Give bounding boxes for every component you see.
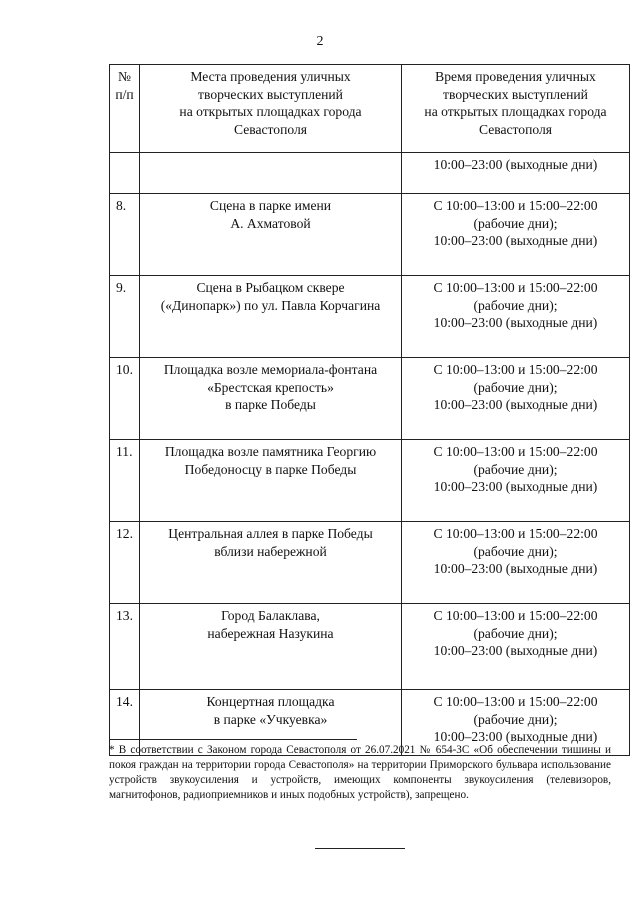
text-line: на открытых площадках города <box>179 104 362 119</box>
cell-time <box>402 522 630 604</box>
text-line: п/п <box>115 86 134 102</box>
text-line: творческих выступлений <box>443 86 588 102</box>
text-line: Город Балаклава, <box>221 608 320 623</box>
text-line: С 10:00–13:00 и 15:00–22:00 <box>433 280 598 295</box>
text-line: 10:00–23:00 (выходные дни) <box>433 315 598 330</box>
table-row-continuation <box>110 153 630 194</box>
page-number: 2 <box>316 34 324 49</box>
schedule-table <box>109 64 630 756</box>
text-line: Время проведения уличных <box>435 69 596 84</box>
text-line: Площадка возле мемориала-фонтана <box>163 362 378 377</box>
text-line: в парке Победы <box>225 397 316 412</box>
text-line: (рабочие дни); <box>473 297 558 313</box>
text-line: А. Ахматовой <box>230 215 311 231</box>
text-line: (рабочие дни); <box>473 543 558 559</box>
cell-time <box>402 276 630 358</box>
text-line: 10:00–23:00 (выходные дни) <box>433 643 598 658</box>
text-line: 10:00–23:00 (выходные дни) <box>433 157 598 172</box>
cell-place <box>140 276 402 358</box>
text-line: С 10:00–13:00 и 15:00–22:00 <box>433 198 598 213</box>
text-line: 10:00–23:00 (выходные дни) <box>433 397 598 412</box>
text-line: С 10:00–13:00 и 15:00–22:00 <box>433 362 598 377</box>
header-time <box>402 65 630 153</box>
text-line: набережная Назукина <box>207 625 334 641</box>
text-line: Площадка возле памятника Георгию <box>164 444 377 459</box>
text-line: 10:00–23:00 (выходные дни) <box>433 729 598 744</box>
cell-time <box>402 153 630 194</box>
text-line: 10:00–23:00 (выходные дни) <box>433 561 598 576</box>
text-line: 10:00–23:00 (выходные дни) <box>433 479 598 494</box>
cell-number: 13. <box>110 604 140 690</box>
header-place <box>140 65 402 153</box>
table-row <box>110 194 630 276</box>
cell-number: 8. <box>110 194 140 276</box>
text-line: Места проведения уличных <box>190 69 351 84</box>
cell-number: 9. <box>110 276 140 358</box>
text-line: С 10:00–13:00 и 15:00–22:00 <box>433 526 598 541</box>
text-line: Сцена в парке имени <box>209 198 332 213</box>
text-line: 10:00–23:00 (выходные дни) <box>433 233 598 248</box>
cell-place <box>140 440 402 522</box>
text-line: творческих выступлений <box>198 86 343 102</box>
cell-time <box>402 604 630 690</box>
table-header-row <box>110 65 630 153</box>
text-line: (рабочие дни); <box>473 625 558 641</box>
text-line: (рабочие дни); <box>473 711 558 727</box>
text-line: Севастополя <box>478 121 553 137</box>
table-row <box>110 440 630 522</box>
text-line: № <box>118 69 131 84</box>
text-line: на открытых площадках города <box>424 104 607 119</box>
cell-number <box>110 153 140 194</box>
cell-place <box>140 522 402 604</box>
footnote: * В соответствии с Законом города Севастополя от 26.07.2021 № 654-ЗС «Об обеспечении тишины и покоя граждан на территории города Севастополя» на территории Приморского бульвара использование устройств звукоусиления и устройств, имеющих компоненты звукоусиления (телевизоров, магнитофонов, радиоприемников и иных подобных устройств), запрещено. <box>109 744 611 801</box>
table-row <box>110 276 630 358</box>
text-line: Сцена в Рыбацком сквере <box>196 280 345 295</box>
cell-place <box>140 358 402 440</box>
end-divider <box>315 848 405 849</box>
table-row <box>110 522 630 604</box>
text-line: вблизи набережной <box>214 543 327 559</box>
cell-time <box>402 358 630 440</box>
text-line: С 10:00–13:00 и 15:00–22:00 <box>433 694 598 709</box>
text-line: С 10:00–13:00 и 15:00–22:00 <box>433 608 598 623</box>
text-line: (рабочие дни); <box>473 461 558 477</box>
text-line: С 10:00–13:00 и 15:00–22:00 <box>433 444 598 459</box>
text-line: «Брестская крепость» <box>207 379 334 395</box>
text-line: (рабочие дни); <box>473 379 558 395</box>
text-line: Центральная аллея в парке Победы <box>168 526 373 541</box>
cell-time <box>402 194 630 276</box>
cell-number: 10. <box>110 358 140 440</box>
text-line: Концертная площадка <box>206 694 335 709</box>
text-line: (рабочие дни); <box>473 215 558 231</box>
cell-number: 12. <box>110 522 140 604</box>
table-row <box>110 358 630 440</box>
table-row <box>110 604 630 690</box>
cell-place <box>140 194 402 276</box>
cell-number: 11. <box>110 440 140 522</box>
text-line: в парке «Учкуевка» <box>213 711 328 727</box>
cell-number: 14. <box>110 690 140 756</box>
cell-place <box>140 604 402 690</box>
footnote-divider <box>109 739 357 740</box>
text-line: Севастополя <box>233 121 308 137</box>
header-number <box>110 65 140 153</box>
cell-time <box>402 440 630 522</box>
cell-place <box>140 153 402 194</box>
text-line: («Динопарк») по ул. Павла Корчагина <box>160 297 381 313</box>
text-line: Победоносцу в парке Победы <box>184 461 357 477</box>
